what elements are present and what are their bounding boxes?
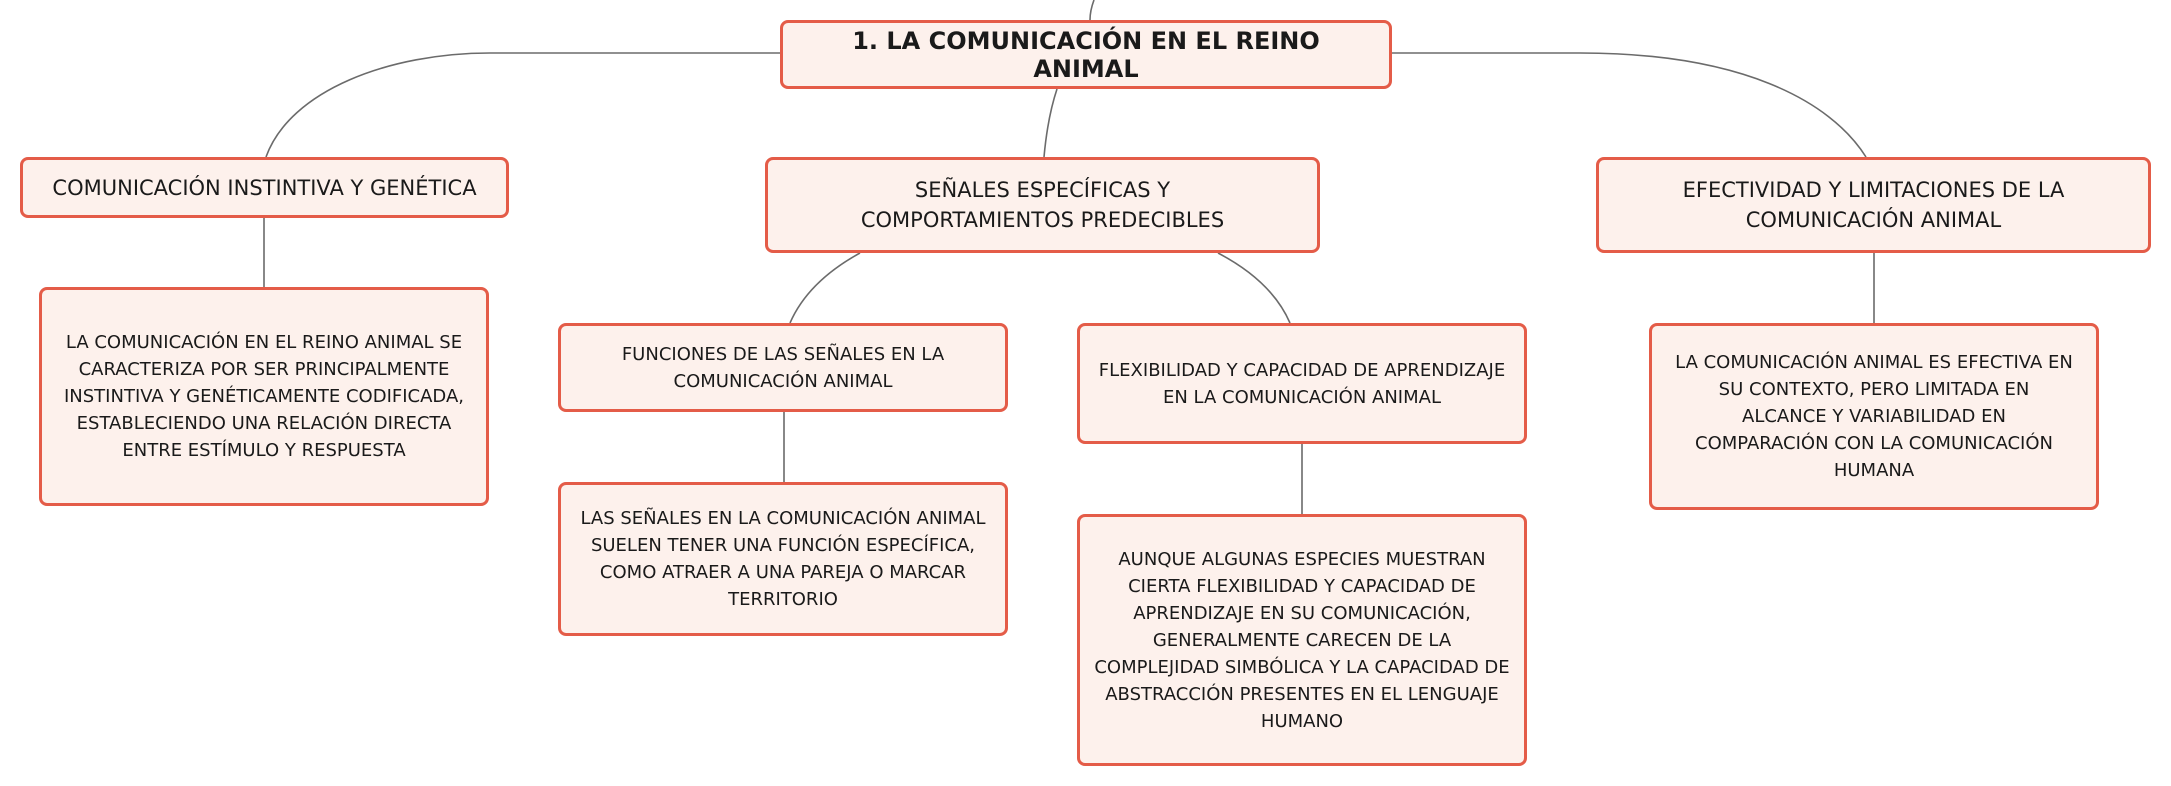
branch-node-label: SEÑALES ESPECÍFICAS Y COMPORTAMIENTOS PREDECIBLES [860, 178, 1225, 232]
sub-node-flexibility-learning[interactable] [1077, 323, 1527, 444]
connector-root-up [1090, 0, 1094, 20]
leaf-node-flexibility-description[interactable] [1077, 514, 1527, 766]
sub-node-label: FLEXIBILIDAD Y CAPACIDAD DE APRENDIZAJE EN LA COMUNICACIÓN ANIMAL [1098, 359, 1506, 408]
leaf-node-instinctive-description[interactable] [39, 287, 489, 506]
sub-node-signal-functions[interactable] [558, 323, 1008, 412]
branch-node-instinctive-genetic[interactable] [20, 157, 509, 218]
connector-branch-2-to-sub-1 [790, 253, 860, 323]
branch-node-label: COMUNICACIÓN INSTINTIVA Y GENÉTICA [52, 175, 477, 200]
leaf-node-signal-functions-description[interactable] [558, 482, 1008, 636]
branch-node-specific-signals[interactable] [765, 157, 1320, 253]
root-node[interactable] [780, 20, 1392, 89]
connector-root-to-branch-2 [1044, 89, 1057, 157]
branch-node-label: EFECTIVIDAD Y LIMITACIONES DE LA COMUNICACIÓN ANIMAL [1682, 178, 2065, 232]
connector-root-to-branch-1 [266, 53, 780, 157]
root-node-label: 1. LA COMUNICACIÓN EN EL REINO ANIMAL [852, 26, 1320, 83]
sub-node-label: FUNCIONES DE LAS SEÑALES EN LA COMUNICACIÓN ANIMAL [621, 343, 945, 392]
leaf-node-text: LA COMUNICACIÓN EN EL REINO ANIMAL SE CARACTERIZA POR SER PRINCIPALMENTE INSTINTIVA Y GENÉTICAMENTE CODIFICADA, ESTABLECIENDO UNA RELACIÓN DIRECTA ENTRE ESTÍMULO Y RESPUESTA [63, 332, 465, 461]
leaf-node-text: LA COMUNICACIÓN ANIMAL ES EFECTIVA EN SU CONTEXTO, PERO LIMITADA EN ALCANCE Y VARIABILIDAD EN COMPARACIÓN CON LA COMUNICACIÓN HUMANA [1675, 352, 2073, 481]
leaf-node-effectiveness-description[interactable] [1649, 323, 2099, 510]
connector-root-to-branch-3 [1392, 53, 1866, 157]
leaf-node-text: LAS SEÑALES EN LA COMUNICACIÓN ANIMAL SUELEN TENER UNA FUNCIÓN ESPECÍFICA, COMO ATRAER A UNA PAREJA O MARCAR TERRITORIO [580, 508, 986, 610]
branch-node-effectiveness-limitations[interactable] [1596, 157, 2151, 253]
connector-branch-2-to-sub-2 [1218, 253, 1290, 323]
leaf-node-text: AUNQUE ALGUNAS ESPECIES MUESTRAN CIERTA FLEXIBILIDAD Y CAPACIDAD DE APRENDIZAJE EN SU COMUNICACIÓN, GENERALMENTE CARECEN DE LA COMPLEJIDAD SIMBÓLICA Y LA CAPACIDAD DE ABSTRACCIÓN PRESENTES EN EL LENGUAJE HUMANO [1094, 548, 1510, 732]
